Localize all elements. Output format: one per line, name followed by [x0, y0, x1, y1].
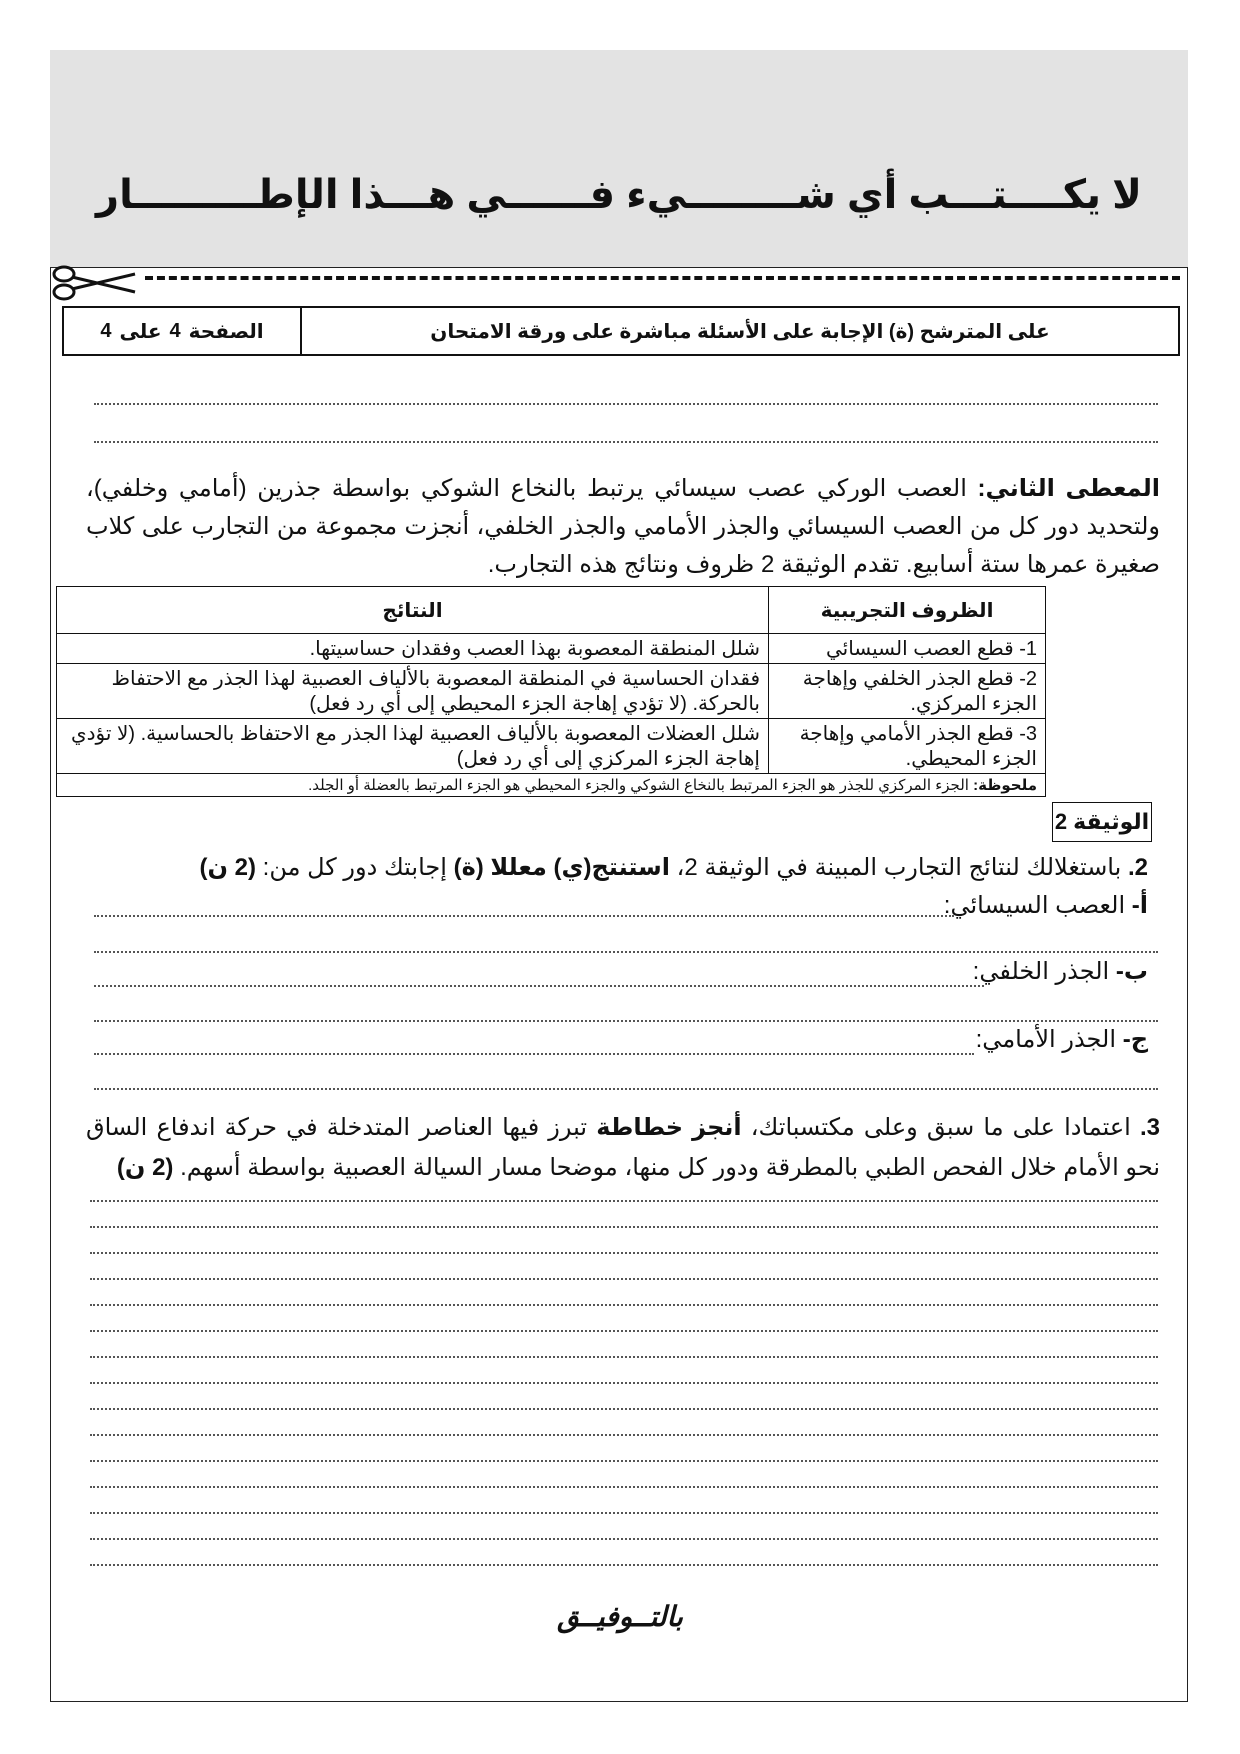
answer-line — [90, 1460, 1158, 1462]
result-cell: شلل العضلات المعصوبة بالألياف العصبية لهذا الجذر مع الاحتفاظ بالحساسية. (لا تؤدي إهاجة الجزء المركزي إلى أي رد فعل) — [57, 719, 769, 774]
q2-points: (2 ن) — [199, 854, 256, 881]
note-cell — [57, 774, 1046, 797]
answer-line — [94, 951, 1158, 953]
note-label: ملحوظة: — [973, 777, 1037, 794]
datum-title: المعطى الثاني: — [977, 475, 1160, 502]
answer-line — [90, 1564, 1158, 1566]
q2-item-a — [944, 888, 1148, 924]
datum-paragraph — [86, 470, 1160, 584]
answer-line — [90, 1382, 1158, 1384]
question-2 — [86, 850, 1148, 886]
answer-line — [94, 1053, 974, 1055]
no-write-banner: لا يكــــتـــب أي شــــــــيء فــــــي هـــذا الإطـــــــــار — [96, 173, 1142, 217]
q3-text-b: تبرز فيها العناصر المتدخلة في حركة اندفاع الساق نحو الأمام خلال الفحص الطبي بالمطرقة ودور كل منها، موضحا مسار السيالة العصبية بواسطة أسهم. — [86, 1114, 1160, 1181]
answer-line — [94, 915, 954, 917]
item-label: العصب السيسائي: — [943, 892, 1126, 919]
datum-text: العصب الوركي عصب سيسائي يرتبط بالنخاع الشوكي بواسطة جذرين (أمامي وخلفي)، ولتحديد دور كل من العصب السيسائي والجذر الأمامي والجذر الخلفي، أنجزت مجموعة من التجارب على كلاب صغيرة عمرها ستة أسابيع. تقدم الوثيقة 2 ظروف ونتائج هذه التجارب. — [86, 475, 1160, 578]
q3-bold: أنجز خطاطة — [596, 1114, 742, 1141]
question-3 — [86, 1108, 1160, 1188]
note-row — [57, 774, 1046, 797]
page-number — [64, 308, 302, 354]
answer-line — [90, 1252, 1158, 1254]
answer-line — [90, 1434, 1158, 1436]
cut-dashes — [145, 276, 1180, 280]
header-results: النتائج — [57, 587, 769, 634]
document-label: الوثيقة 2 — [1052, 802, 1152, 842]
answer-line — [90, 1200, 1158, 1202]
scissors-icon — [50, 262, 140, 302]
result-cell: شلل المنطقة المعصوبة بهذا العصب وفقدان حساسيتها. — [57, 634, 769, 664]
item-prefix: ب- — [1115, 958, 1148, 985]
document-2-table — [56, 586, 1046, 797]
note-text: الجزء المركزي للجذر هو الجزء المرتبط بالنخاع الشوكي والجزء المحيطي هو الجزء المرتبط بالعضلة أو الجلد. — [308, 777, 969, 794]
q3-number: 3. — [1140, 1114, 1161, 1141]
cut-line — [50, 262, 1188, 302]
q2-text-b: إجابتك دور كل من: — [262, 854, 447, 881]
q2-bold: استنتج(ي) معللا (ة) — [453, 854, 670, 881]
answer-line — [94, 1088, 1158, 1090]
answer-line — [94, 441, 1158, 443]
condition-cell: 3- قطع الجذر الأمامي وإهاجة الجزء المحيطي. — [769, 719, 1046, 774]
page-label: الصفحة — [188, 320, 264, 343]
answer-line — [90, 1226, 1158, 1228]
answer-line — [94, 403, 1158, 405]
closing-wish: بالتــوفيــق — [557, 1601, 683, 1632]
answer-line — [90, 1330, 1158, 1332]
table-row — [57, 634, 1046, 664]
result-cell: فقدان الحساسية في المنطقة المعصوبة بالألياف العصبية لهذا الجذر مع الاحتفاظ بالحركة. (لا تؤدي إهاجة الجزء المحيطي إلى أي رد فعل) — [57, 664, 769, 719]
q2-number: 2. — [1127, 854, 1148, 881]
answer-line — [90, 1356, 1158, 1358]
condition-cell: 2- قطع الجذر الخلفي وإهاجة الجزء المركزي. — [769, 664, 1046, 719]
item-label: الجذر الأمامي: — [975, 1026, 1117, 1053]
q2-text-a: باستغلالك لنتائج التجارب المبينة في الوثيقة 2، — [676, 854, 1122, 881]
header-box — [62, 306, 1180, 356]
answer-line — [90, 1486, 1158, 1488]
condition-cell: 1- قطع العصب السيسائي — [769, 634, 1046, 664]
header-conditions: الظروف التجريبية — [769, 587, 1046, 634]
q3-points: (2 ن) — [116, 1154, 174, 1181]
answer-line — [90, 1538, 1158, 1540]
answer-line — [94, 985, 984, 987]
item-label: الجذر الخلفي: — [972, 958, 1110, 985]
table-row — [57, 664, 1046, 719]
answer-line — [90, 1512, 1158, 1514]
answer-line — [90, 1304, 1158, 1306]
q2-item-b — [973, 954, 1148, 990]
page-of: على — [119, 320, 162, 343]
q2-item-c — [976, 1022, 1148, 1058]
answer-line — [90, 1408, 1158, 1410]
no-write-box — [50, 50, 1188, 268]
instruction: على المترشح (ة) الإجابة على الأسئلة مباشرة على ورقة الامتحان — [430, 320, 1050, 343]
item-prefix: أ- — [1131, 892, 1148, 919]
item-prefix: ج- — [1122, 1026, 1148, 1053]
answer-line — [90, 1278, 1158, 1280]
q3-text-a: اعتمادا على ما سبق وعلى مكتسباتك، — [750, 1114, 1131, 1141]
page-current: 4 — [169, 319, 181, 342]
table-row — [57, 719, 1046, 774]
page-total: 4 — [100, 319, 112, 342]
